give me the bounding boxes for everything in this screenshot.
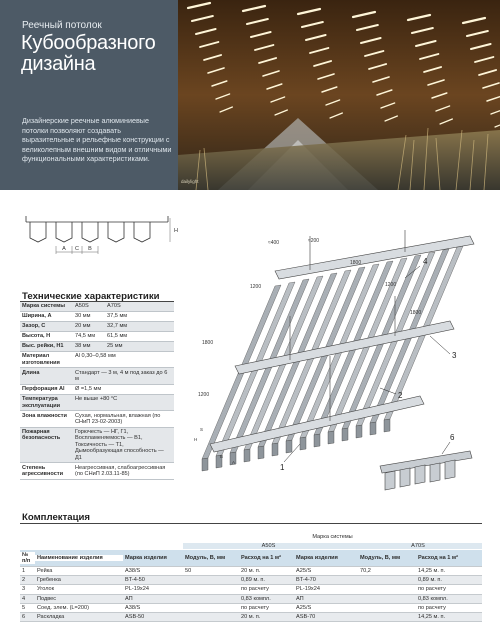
komplekt-cell-r1: 20 м. п. [241, 568, 261, 575]
header-mark-2: Марка изделия [296, 554, 338, 561]
komplekt-cell-n: 2 [22, 577, 26, 584]
profile-label-a: A [62, 246, 66, 252]
spec-value-a70s: 61,5 мм [107, 333, 128, 340]
profile-label-c: C [75, 246, 79, 252]
photo-caption: dailylight [181, 179, 199, 184]
page-description: Дизайнерские реечные алюминиевые потолки позволяют создавать выразительные и рельефные конструкции с великолепным внешним видом и отличными функциональными характеристиками. [22, 116, 172, 164]
komplekt-cell-r2: по расчету [418, 604, 446, 611]
dim-5: 1200 [385, 282, 397, 288]
dim-8: 1200 [198, 392, 210, 398]
profile-drawing [20, 204, 180, 280]
spec-value-a70s: 25 мм [107, 343, 123, 350]
komplekt-row [20, 585, 482, 594]
spec-value-a50s: 20 мм [75, 323, 91, 330]
spec-label: Марка системы [22, 303, 66, 310]
ceiling-slat-end [356, 425, 362, 438]
small-label-a: A [232, 460, 236, 465]
komplekt-cell-m2: BT-4-70 [296, 577, 316, 584]
komplekt-cell-m1: A38/S [125, 568, 141, 575]
spec-label: Пожарная безопасность [22, 428, 61, 442]
spec-label: Зона влажности [22, 412, 67, 419]
komplekt-title: Комплектация [22, 512, 91, 523]
header-usage-1: Расход на 1 м² [241, 554, 281, 561]
specs-table [20, 302, 174, 480]
spec-label: Температура эксплуатации [22, 396, 61, 409]
spec-value-a70s: 32,7 мм [107, 323, 128, 330]
ceiling-slat-end [314, 434, 320, 447]
komplekt-cell-r2: 14,25 м. п. [418, 568, 446, 575]
spec-value-a50s: 74,5 мм [75, 333, 96, 340]
ceiling-slat-end [244, 449, 250, 462]
spec-row [20, 312, 174, 322]
spec-label: Материал изготовления [22, 353, 60, 366]
spec-row [20, 332, 174, 342]
header-panel [0, 0, 178, 190]
komplekt-row [20, 567, 482, 576]
komplekt-cell-r2: 0,83 компл. [418, 595, 448, 602]
spec-label: Высота, Н [22, 333, 51, 340]
spec-row [20, 395, 174, 411]
system-a70s: A70S [354, 543, 482, 549]
ceiling-slat-end [370, 422, 376, 435]
profile-label-h: H [174, 228, 178, 234]
dim-1: ≈400 [268, 240, 280, 246]
spec-value: Стандарт — 3 м, 4 м под заказ до 6 м [75, 369, 168, 383]
komplekt-cell-m2: PL-19x24 [296, 586, 320, 593]
dim-6: 1800 [202, 340, 214, 346]
system-a50s: A50S [183, 543, 354, 549]
spec-label: Перфорация Al [22, 386, 65, 393]
komplekt-cell-r2: по расчету [418, 586, 446, 593]
specs-title: Технические характеристики [22, 291, 160, 302]
spec-row [20, 352, 174, 368]
dim-4: 1200 [250, 284, 262, 290]
ceiling-slat-end [258, 446, 264, 459]
komplekt-cell-m2: АП [296, 595, 304, 602]
dim-2: ≈200 [308, 238, 320, 244]
spec-value: Ø =1,5 мм [75, 386, 102, 393]
komplekt-cell-r1: 0,89 м. п. [241, 577, 265, 584]
komplekt-cell-m1: ASB-50 [125, 614, 145, 621]
komplekt-table [20, 528, 482, 622]
komplekt-cell-r1: по расчету [241, 604, 269, 611]
komplekt-cell-name: Гребенка [37, 577, 61, 584]
komplekt-systems-row [20, 542, 482, 550]
ceiling-assembly-drawing [180, 226, 480, 506]
header-name: Наименование изделия [35, 555, 123, 561]
spec-value-a70s: 37,5 мм [107, 313, 128, 320]
small-label-s: S [200, 427, 204, 432]
komplekt-cell-n: 5 [22, 604, 26, 611]
spec-value-a50s: 38 мм [75, 343, 91, 350]
komplekt-cell-m2: A25/S [296, 604, 312, 611]
page-title-line-2: дизайна [21, 53, 96, 75]
komplekt-group-row [20, 528, 482, 542]
spec-value-a50s: A50S [75, 303, 89, 310]
ceiling-slat-end [300, 437, 306, 450]
spec-row [20, 428, 174, 464]
komplekt-cell-r2: 0,89 м. п. [418, 577, 442, 584]
spec-row [20, 368, 174, 384]
header-mark-1: Марка изделия [125, 554, 167, 561]
komplekt-cell-mod2: 70,2 [360, 568, 371, 575]
spec-value: Al 0,30–0,58 мм [75, 353, 116, 360]
spec-value: Неагрессивная, слабоагрессивная (по СНиП 2.03.11-85) [75, 464, 166, 477]
spec-label: Длина [22, 369, 40, 376]
system-group-label: Марка системы [312, 534, 353, 540]
ceiling-slat-end [272, 443, 278, 456]
callout-3: 3 [452, 351, 457, 360]
komplekt-cell-m1: A38/S [125, 604, 141, 611]
header-module-1: Модуль, В, мм [185, 554, 226, 561]
spec-value: Горючесть — НГ, Г1, Воспламеняемость — В1, Токсичность — Т1, Дымообразующая способность — Д1 [75, 428, 164, 461]
spec-label: Зазор, С [22, 323, 46, 330]
callout-4: 4 [423, 257, 428, 266]
komplekt-cell-n: 6 [22, 614, 26, 621]
komplekt-cell-name: Соед. элем. (L=200) [37, 604, 90, 611]
spec-label: Выс. рейки, Н1 [22, 343, 64, 350]
ceiling-slat-end [342, 428, 348, 441]
header-num: № п/п [20, 552, 35, 565]
komplekt-cell-r2: 14,25 м. п. [418, 614, 446, 621]
header-usage-2: Расход на 1 м² [418, 554, 458, 561]
komplekt-cell-r1: по расчету [241, 586, 269, 593]
small-label-b: B [220, 454, 224, 459]
komplekt-cell-n: 4 [22, 595, 26, 602]
ceiling-photo-illustration [178, 0, 500, 190]
spec-row [20, 322, 174, 332]
spec-row [20, 342, 174, 352]
komplekt-row [20, 576, 482, 585]
komplekt-cell-n: 3 [22, 586, 26, 593]
komplekt-cell-name: Раскладка [37, 614, 65, 621]
ceiling-photo [178, 0, 500, 190]
dim-7: 1800 [410, 310, 422, 316]
komplekt-cell-m2: ASB-70 [296, 614, 316, 621]
callout-6: 6 [450, 433, 455, 442]
spec-row [20, 302, 174, 312]
callout-1: 1 [280, 463, 285, 472]
komplekt-title-rule [20, 523, 482, 524]
spec-value-a50s: 30 мм [75, 313, 91, 320]
komplekt-cell-name: Подвес [37, 595, 57, 602]
profile-label-b: B [88, 246, 92, 252]
komplekt-cell-r1: 20 м. п. [241, 614, 261, 621]
small-label-h: H [194, 437, 198, 442]
komplekt-header-row [20, 550, 482, 567]
spec-row [20, 385, 174, 395]
komplekt-row [20, 595, 482, 604]
ceiling-slat-end [328, 431, 334, 444]
komplekt-cell-mod1: 50 [185, 568, 192, 575]
komplekt-cell-m1: АП [125, 595, 133, 602]
spec-row [20, 411, 174, 427]
page-title-line-1: Кубообразного [21, 32, 156, 54]
komplekt-cell-name: Уголок [37, 586, 55, 593]
spec-label: Степень агрессивности [22, 464, 64, 477]
callout-2: 2 [398, 391, 403, 400]
page-title [21, 33, 155, 75]
komplekt-row [20, 613, 482, 622]
dim-3: 1800 [350, 260, 362, 266]
komplekt-cell-r1: 0,83 компл. [241, 595, 271, 602]
spec-value: Сухая, нормальная, влажная (по СНиП 23-02-2003) [75, 412, 161, 425]
spec-row [20, 463, 174, 479]
spec-value: Не выше +80 °C [75, 396, 118, 403]
komplekt-cell-name: Рейка [37, 568, 53, 575]
komplekt-cell-m1: PL-19x24 [125, 586, 149, 593]
ceiling-slat-end [384, 419, 390, 432]
komplekt-cell-m1: BT-4-50 [125, 577, 145, 584]
spec-label: Ширина, А [22, 313, 52, 320]
ceiling-slat-end [286, 440, 292, 453]
page-subtitle: Реечный потолок [22, 20, 102, 31]
header-module-2: Модуль, В, мм [360, 554, 401, 561]
ceiling-slat-end [202, 458, 208, 471]
komplekt-cell-n: 1 [22, 568, 26, 575]
spec-value-a70s: A70S [107, 303, 121, 310]
komplekt-cell-m2: A25/S [296, 568, 312, 575]
komplekt-row [20, 604, 482, 613]
